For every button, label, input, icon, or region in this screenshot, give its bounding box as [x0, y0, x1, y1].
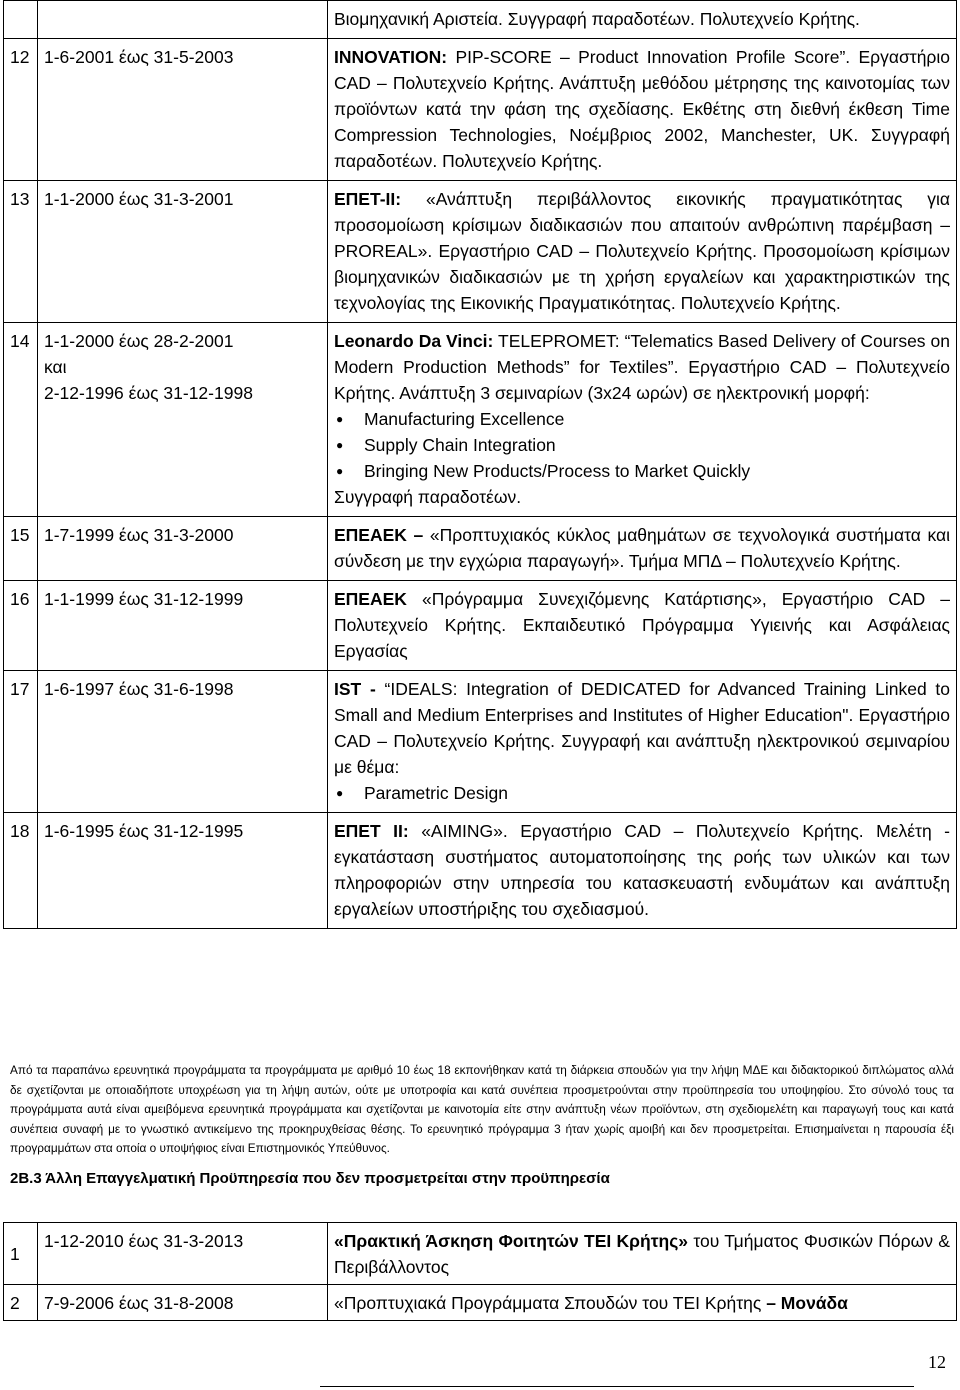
row-period: [38, 671, 328, 813]
program-description: του Τμήματος Φυσικών Πόρων & Περιβάλλοντος: [334, 1231, 950, 1277]
row-description: [328, 1285, 957, 1321]
row-number: 16: [4, 581, 38, 671]
footer-divider: [320, 1386, 914, 1387]
row-number: 17: [4, 671, 38, 813]
table-row: [4, 1223, 957, 1285]
row-number: 15: [4, 517, 38, 581]
program-title: IST -: [334, 679, 376, 699]
row-description: [328, 39, 957, 181]
description-paragraph: [334, 328, 950, 406]
description-paragraph: [334, 818, 950, 922]
footnote-paragraph: Από τα παραπάνω ερευνητικά προγράμματα τα προγράμματα με αριθμό 10 έως 18 εκπονήθηκαν κατά τη διάρκεια σπουδών για την λήψη ΜΔΕ και διδακτορικού διπλώματος αλλά δε σχετίζονται με οποιαδήποτε υποχρέωση για τη λήψη αυτών, ούτε με υποτροφία και κατά συνέπεια προσμετρούνται στην προϋπηρεσία του υποψηφίου. Στο σύνολό τους τα προγράμματα αυτά είναι αμειβόμενα ερευνητικά προγράμματα και σχετίζονται με καινοτομία είτε στην ανάπτυξη νέων προϊόντων, στη σχεδιομελέτη και παραγωγή τους και κατά συνέπεια συναφή με το γνωστικό αντικείμενο της προκηρυχθείσας θέσης. Το ερευνητικό πρόγραμμα 3 ήταν χωρίς αμοιβή και δεν προσμετρείται. Επισημαίνεται η παρουσία έξι προγραμμάτων στα οποία ο υποψήφιος είναι Επιστημονικός Υπεύθυνος.: [10, 1063, 954, 1155]
program-description: TELEPROMET: “Telematics Based Delivery of Courses on Modern Production Methods” for Textiles”. Εργαστήριο CAD – Πολυτεχνείο Κρήτης. Ανάπτυξη 3 σεμιναρίων (3x24 ωρών) σε ηλεκτρονική μορφή:: [334, 331, 950, 403]
row-description: [328, 671, 957, 813]
period-join: και: [44, 357, 67, 377]
table-row: [4, 671, 957, 813]
program-title: «Πρακτική Άσκηση Φοιτητών ΤΕΙ Κρήτης»: [334, 1231, 689, 1251]
period-text: 1-1-1999 έως 31-12-1999: [44, 589, 244, 609]
row-period: [38, 581, 328, 671]
program-title: ΕΠΕΑΕΚ –: [334, 525, 424, 545]
period-text: 1-1-2000 έως 31-3-2001: [44, 189, 234, 209]
table-row: [4, 39, 957, 181]
program-description: PIP-SCORE – Product Innovation Profile Score”. Εργαστήριο CAD – Πολυτεχνείο Κρήτης. Ανάπτυξη μεθόδου μέτρησης της καινοτομίας των προϊόντων κατά την φάση της σχεδίασης. Εκθέτης στη διεθνή έκθεση Time Compression Technologies, Νοέμβριος 2002, Manchester, UK. Συγγραφή παραδοτέων. Πολυτεχνείο Κρήτης.: [334, 47, 951, 171]
program-title: ΕΠΕΤ-ΙΙ:: [334, 189, 402, 209]
program-title: Leonardo Da Vinci:: [334, 331, 494, 351]
table-row: [4, 323, 957, 517]
description-paragraph: [334, 522, 950, 574]
research-programs-table: [3, 0, 957, 929]
program-description: “IDEALS: Integration of DEDICATED for Advanced Training Linked to Small and Medium Enterprises and Institutes of Higher Education". Εργαστήριο CAD – Πολυτεχνείο Κρήτης. Συγγραφή και ανάπτυξη ηλεκτρονικού σεμιναρίου με θέμα:: [334, 679, 950, 777]
description-paragraph: [334, 186, 950, 316]
section-heading: 2Β.3 Άλλη Επαγγελματική Προϋπηρεσία που δεν προσμετρείται στην προϋπηρεσία: [10, 1170, 610, 1187]
program-description: «Προπτυχιακά Προγράμματα Σπουδών του ΤΕΙ Κρήτης: [334, 1293, 762, 1313]
row-number: 13: [4, 181, 38, 323]
program-description: «AIMING». Εργαστήριο CAD – Πολυτεχνείο Κρήτης. Μελέτη - εγκατάσταση συστήματος αυτοματοποίησης της ροής των υλικών και των πληροφοριών στην υπηρεσία του κατασκευαστή ενδυμάτων και ανάπτυξη εργαλείων υποστήριξης του σχεδιασμού.: [334, 821, 950, 919]
row-period: [38, 813, 328, 929]
program-title: ΕΠΕΑΕΚ: [334, 589, 407, 609]
period-text-2: 2-12-1996 έως 31-12-1998: [44, 383, 253, 403]
row-period: 7-9-2006 έως 31-8-2008: [38, 1285, 328, 1321]
row-number: 18: [4, 813, 38, 929]
row-number: 14: [4, 323, 38, 517]
description-paragraph: [334, 676, 950, 780]
table-row: [4, 181, 957, 323]
bullet-list: [334, 780, 950, 806]
period-text: 1-6-1995 έως 31-12-1995: [44, 821, 244, 841]
table-row: [4, 1285, 957, 1321]
row-period: [38, 1, 328, 39]
table-row: [4, 813, 957, 929]
bullet-item: ● Supply Chain Integration: [364, 432, 950, 458]
period-text: 1-6-2001 έως 31-5-2003: [44, 47, 234, 67]
table-row: [4, 1, 957, 39]
period-text: 1-7-1999 έως 31-3-2000: [44, 525, 234, 545]
row-number: 2: [4, 1285, 38, 1321]
row-description: [328, 1223, 957, 1285]
row-period: [38, 323, 328, 517]
description-paragraph: [334, 6, 950, 32]
period-text: 1-6-1997 έως 31-6-1998: [44, 679, 234, 699]
bullet-item: ● Bringing New Products/Process to Market Quickly: [364, 458, 950, 484]
bullet-item: ● Parametric Design: [364, 780, 950, 806]
after-text: Συγγραφή παραδοτέων.: [334, 487, 522, 507]
bullet-item: ● Manufacturing Excellence: [364, 406, 950, 432]
table-row: [4, 581, 957, 671]
row-description: [328, 581, 957, 671]
row-number: 1: [4, 1223, 38, 1285]
program-description: Βιομηχανική Αριστεία. Συγγραφή παραδοτέων. Πολυτεχνείο Κρήτης.: [334, 9, 860, 29]
program-description: «Ανάπτυξη περιβάλλοντος εικονικής πραγματικότητας για προσομοίωση κρίσιμων διαδικασιών που απαιτούν ανθρώπινη παρέμβαση – PROREAL». Εργαστήριο CAD – Πολυτεχνείο Κρήτης. Προσομοίωση κρίσιμων βιομηχανικών διαδικασιών με τη χρήση εργαλείων και χαρακτηριστικών της τεχνολογίας της Εικονικής Πραγματικότητας. Πολυτεχνείο Κρήτης.: [334, 189, 950, 313]
row-period: [38, 39, 328, 181]
row-period: [38, 181, 328, 323]
program-title: INNOVATION:: [334, 47, 448, 67]
row-number: 12: [4, 39, 38, 181]
program-unit: – Μονάδα: [766, 1293, 848, 1313]
row-description: [328, 517, 957, 581]
description-paragraph: [334, 586, 950, 664]
row-description: [328, 181, 957, 323]
program-description: «Προπτυχιακός κύκλος μαθημάτων σε τεχνολογικά συστήματα και σύνδεση με την εγχώρια παραγωγή». Τμήμα ΜΠΔ – Πολυτεχνείο Κρήτης.: [334, 525, 950, 571]
description-paragraph: [334, 44, 950, 174]
row-period: 1-12-2010 έως 31-3-2013: [38, 1223, 328, 1285]
row-description: [328, 1, 957, 39]
program-description: «Πρόγραμμα Συνεχιζόμενης Κατάρτισης», Εργαστήριο CAD – Πολυτεχνείο Κρήτης. Εκπαιδευτικό Πρόγραμμα Υγιεινής και Ασφάλειας Εργασίας: [334, 589, 950, 661]
period-text: 1-1-2000 έως 28-2-2001: [44, 331, 234, 351]
row-description: [328, 813, 957, 929]
row-description: [328, 323, 957, 517]
page-number: 12: [928, 1352, 946, 1372]
row-number: [4, 1, 38, 39]
table-row: [4, 517, 957, 581]
program-title: ΕΠΕΤ ΙΙ:: [334, 821, 409, 841]
row-period: [38, 517, 328, 581]
other-experience-table: [3, 1222, 957, 1321]
bullet-list: [334, 406, 950, 484]
